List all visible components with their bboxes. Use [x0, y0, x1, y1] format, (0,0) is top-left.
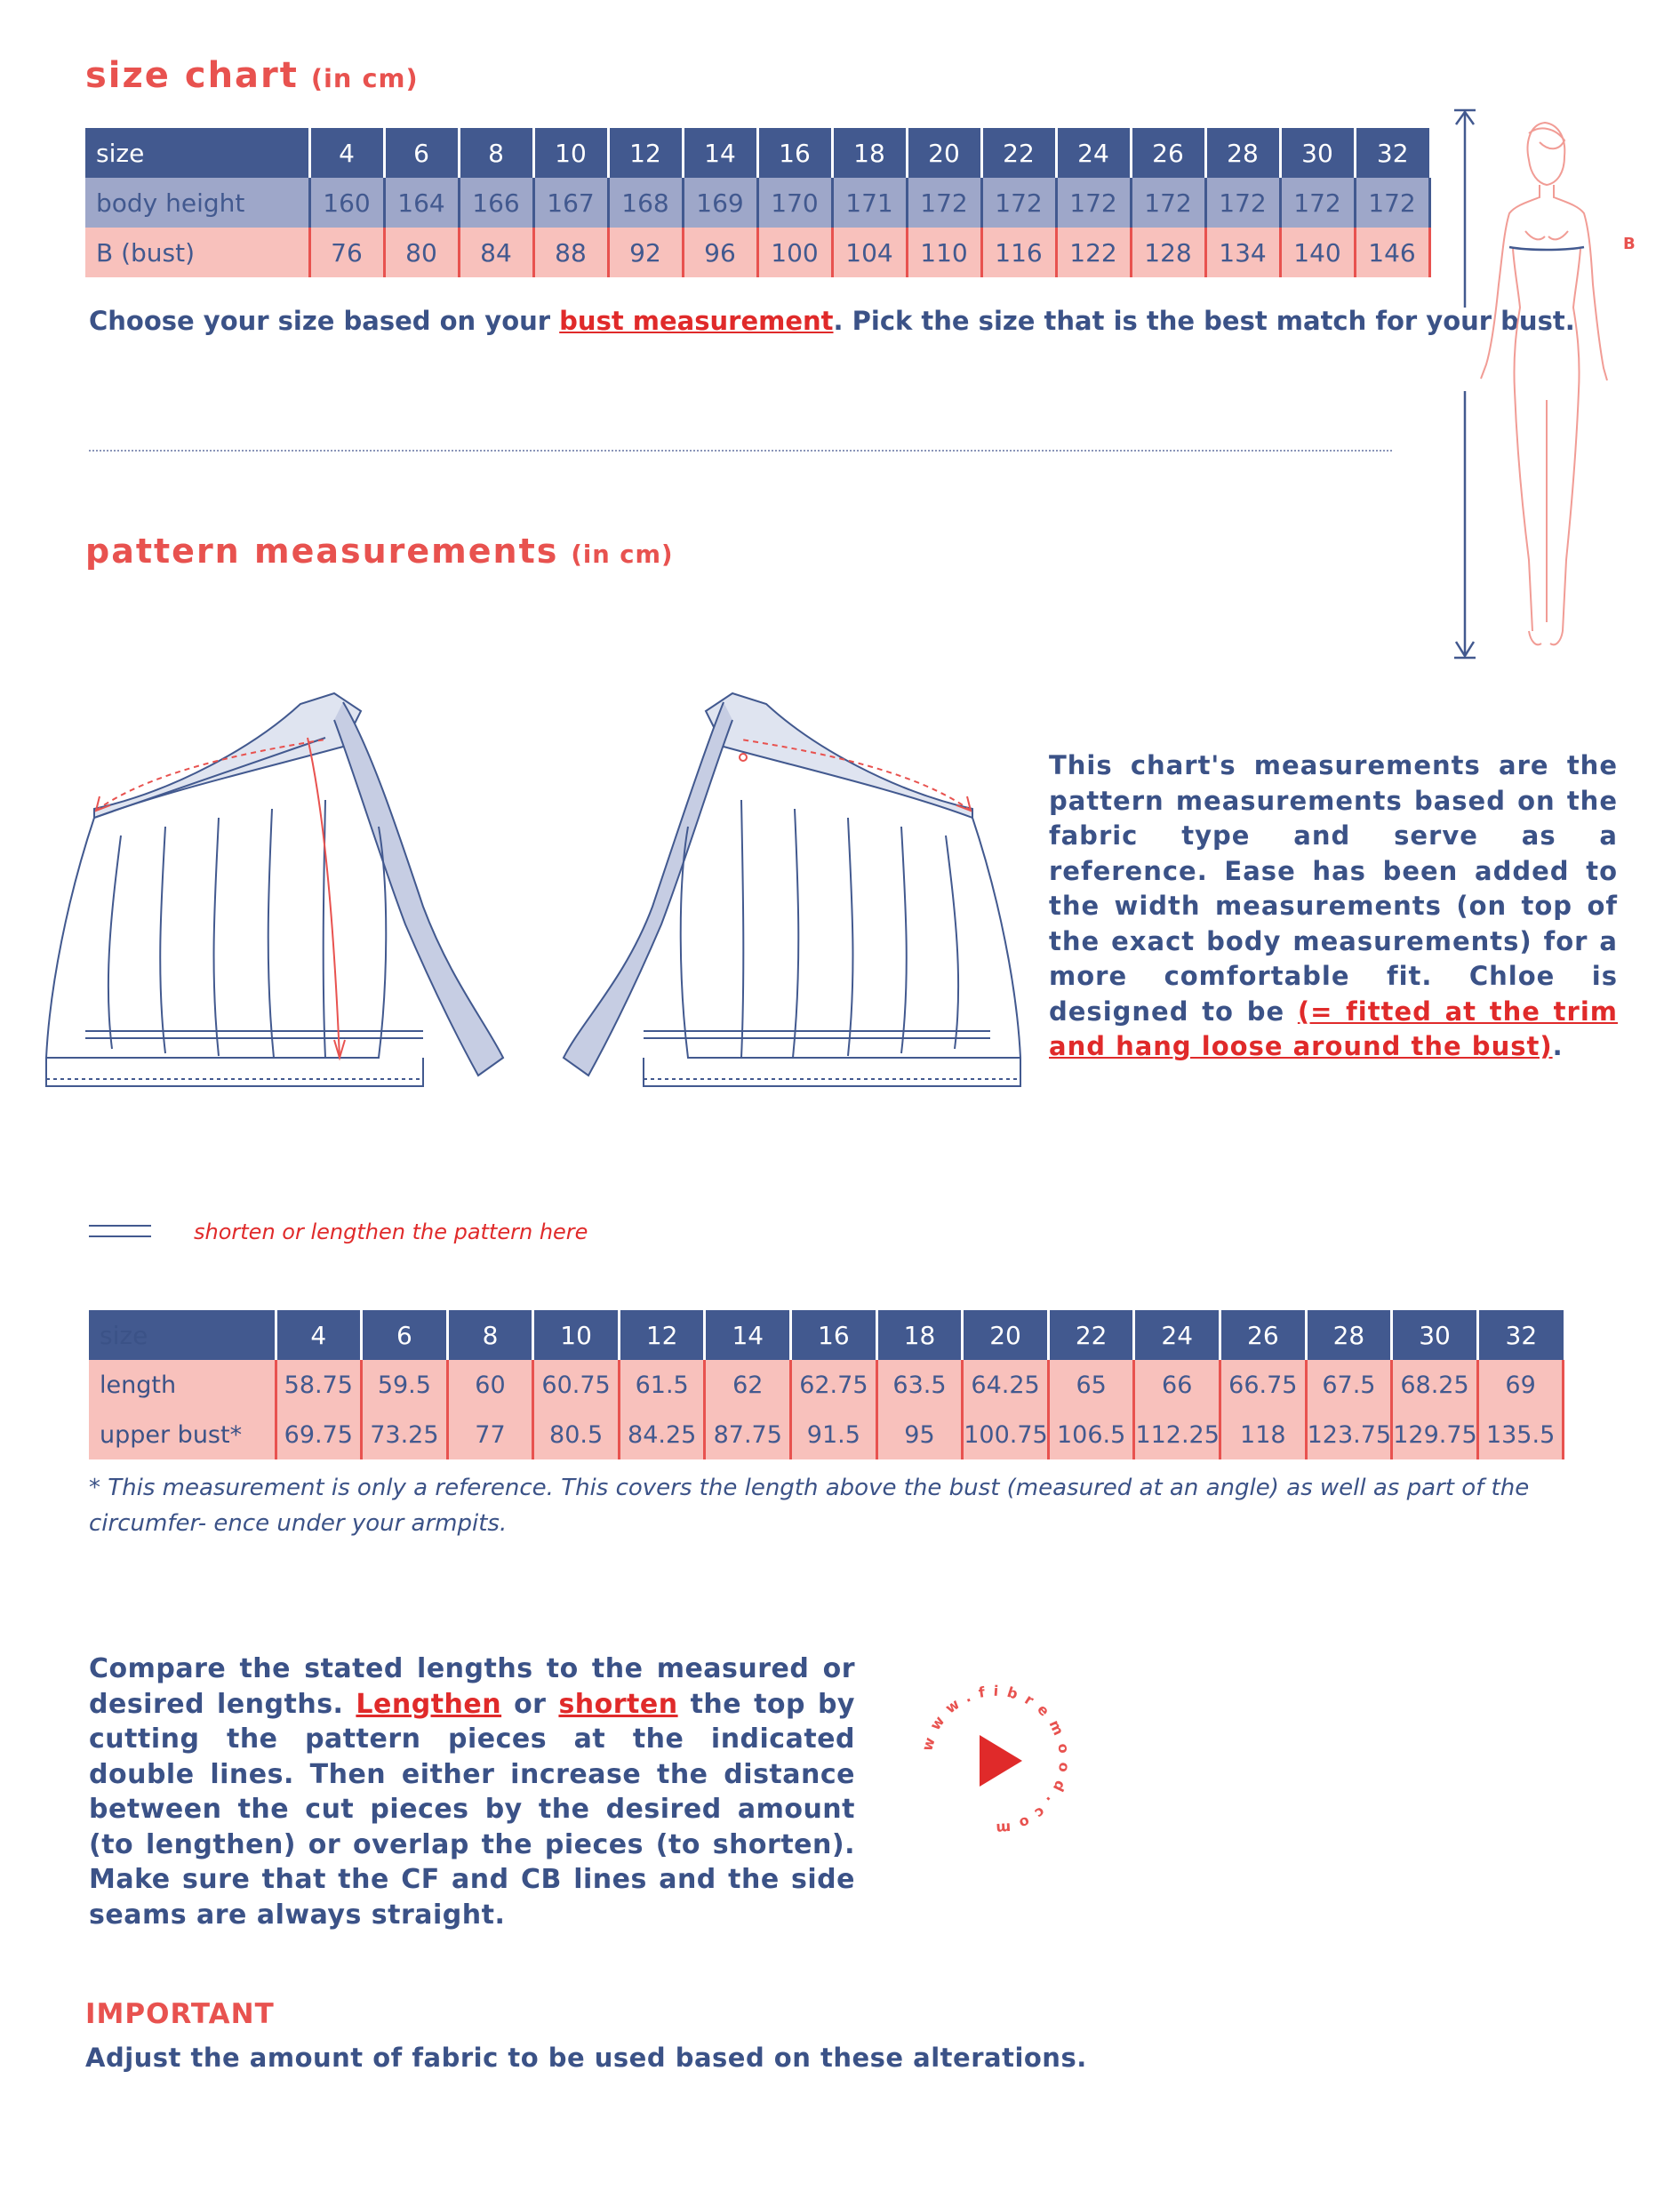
pattern-table-size-6: 6	[362, 1310, 448, 1360]
pattern-table-size-20: 20	[963, 1310, 1049, 1360]
size-chart-size-4: 4	[309, 128, 384, 178]
pattern-table-cell: 66	[1134, 1360, 1220, 1410]
size-chart-cell: 110	[907, 228, 981, 277]
size-chart-size-10: 10	[533, 128, 608, 178]
pattern-table-cell: 66.75	[1220, 1360, 1307, 1410]
pattern-table-cell: 64.25	[963, 1360, 1049, 1410]
size-chart-row-label: body height	[85, 178, 309, 228]
lengthen-link[interactable]: Lengthen	[356, 1688, 502, 1720]
size-chart-cell: 164	[384, 178, 459, 228]
size-instruction-after: . Pick the size that is the best match for your bust.	[833, 306, 1575, 336]
size-chart-cell: 166	[459, 178, 533, 228]
size-chart-header-label: size	[85, 128, 309, 178]
pattern-table-size-16: 16	[791, 1310, 877, 1360]
upper-bust-footnote: * This measurement is only a reference. This covers the length above the bust (measured at an angle) as well as part of the circumfer- ence under your armpits.	[89, 1475, 1530, 1537]
size-chart-cell: 122	[1056, 228, 1131, 277]
pattern-table-size-10: 10	[533, 1310, 620, 1360]
size-chart-cell: 146	[1355, 228, 1429, 277]
size-chart-size-20: 20	[907, 128, 981, 178]
alterations-text	[89, 1651, 855, 1932]
pattern-table-cell: 68.25	[1392, 1360, 1478, 1410]
important-title: IMPORTANT	[85, 1998, 275, 2030]
size-chart-cell: 172	[907, 178, 981, 228]
size-chart-size-26: 26	[1131, 128, 1205, 178]
pattern-table-size-26: 26	[1220, 1310, 1307, 1360]
alterations-text-2: the top by cutting the pattern pieces at the indicated double lines. Then either increase the distance between the cut pieces by the desired amount (to lengthen) or overlap the pieces (to shorten). Make sure that the CF and CB lines and the side seams are always straight.	[89, 1688, 855, 1931]
pattern-table-size-14: 14	[705, 1310, 791, 1360]
size-chart-cell: 140	[1280, 228, 1355, 277]
size-chart-cell: 80	[384, 228, 459, 277]
woman-silhouette	[1481, 123, 1607, 644]
alterations-text-1: Compare the stated lengths to the measured or desired lengths.	[89, 1653, 855, 1720]
pattern-table-cell: 84.25	[619, 1410, 705, 1459]
alterations-or: or	[501, 1688, 559, 1720]
bust-measurement-link[interactable]: bust measurement	[559, 306, 834, 336]
pattern-table-cell: 65	[1048, 1360, 1134, 1410]
fit-description-link[interactable]: (= fitted at the trim and hang loose around the bust)	[1049, 996, 1618, 1061]
pattern-table-cell: 63.5	[876, 1360, 963, 1410]
size-chart-cell: 104	[832, 228, 907, 277]
size-chart-size-14: 14	[683, 128, 757, 178]
garment-front-illustration	[41, 684, 562, 1120]
size-chart-size-6: 6	[384, 128, 459, 178]
pattern-description-text: This chart's measurements are the pattern measurements based on the fabric type and serve as a reference. Ease has been added to the width measurements (on top of the exact body measurements) for a more comfortable fit. Chloe is designed to be	[1049, 750, 1618, 1027]
pattern-measurements-title: pattern measurements	[85, 532, 559, 571]
size-chart-cell: 172	[1131, 178, 1205, 228]
pattern-measurements-table	[89, 1310, 1564, 1459]
size-chart-cell: 172	[1280, 178, 1355, 228]
pattern-table-cell: 73.25	[362, 1410, 448, 1459]
size-chart-cell: 96	[683, 228, 757, 277]
bust-line	[1509, 247, 1584, 250]
pattern-table-cell: 62.75	[791, 1360, 877, 1410]
pattern-table-cell: 106.5	[1048, 1410, 1134, 1459]
video-url-text: www.fibremood.com	[918, 1682, 1074, 1838]
pattern-table-header-row	[89, 1310, 1564, 1360]
size-chart-cell: 88	[533, 228, 608, 277]
pattern-table-cell: 135.5	[1477, 1410, 1564, 1459]
size-chart-cell: 84	[459, 228, 533, 277]
size-chart-size-18: 18	[832, 128, 907, 178]
pattern-description	[1049, 748, 1618, 1065]
double-line-icon	[89, 1225, 151, 1237]
pattern-table-cell: 62	[705, 1360, 791, 1410]
section-divider	[89, 450, 1392, 452]
size-chart-cell: 172	[1355, 178, 1429, 228]
pattern-table-size-18: 18	[876, 1310, 963, 1360]
size-chart-cell: 128	[1131, 228, 1205, 277]
play-icon	[980, 1735, 1022, 1787]
pattern-table-size-4: 4	[276, 1310, 362, 1360]
pattern-table-row-label: upper bust*	[89, 1410, 276, 1459]
pattern-measurements-heading	[85, 532, 674, 571]
pattern-table-cell: 129.75	[1392, 1410, 1478, 1459]
pattern-measurements-unit: (in cm)	[571, 541, 674, 569]
pattern-table-size-28: 28	[1306, 1310, 1392, 1360]
size-chart-cell: 167	[533, 178, 608, 228]
pattern-table-size-22: 22	[1048, 1310, 1134, 1360]
pattern-table-size-24: 24	[1134, 1310, 1220, 1360]
pattern-table-row-label: length	[89, 1360, 276, 1410]
size-chart-cell: 116	[981, 228, 1056, 277]
pattern-table-cell: 60	[447, 1360, 533, 1410]
pattern-table-cell: 77	[447, 1410, 533, 1459]
size-chart-size-22: 22	[981, 128, 1056, 178]
size-chart-cell: 160	[309, 178, 384, 228]
pattern-table-row-length	[89, 1360, 1564, 1410]
size-chart-size-28: 28	[1205, 128, 1280, 178]
size-chart-size-24: 24	[1056, 128, 1131, 178]
size-chart-heading	[85, 55, 419, 96]
size-chart-size-32: 32	[1355, 128, 1429, 178]
pattern-table-cell: 118	[1220, 1410, 1307, 1459]
size-chart-size-16: 16	[757, 128, 832, 178]
pattern-table-cell: 61.5	[619, 1360, 705, 1410]
size-chart-cell: 172	[1056, 178, 1131, 228]
size-chart-cell: 92	[608, 228, 683, 277]
pattern-table-size-30: 30	[1392, 1310, 1478, 1360]
video-play-badge[interactable]	[907, 1671, 1084, 1849]
pattern-table-cell: 60.75	[533, 1360, 620, 1410]
size-chart-table	[85, 128, 1431, 277]
pattern-table-cell: 69.75	[276, 1410, 362, 1459]
bust-label: B	[1623, 235, 1636, 253]
pattern-table-size-8: 8	[447, 1310, 533, 1360]
pattern-table-cell: 80.5	[533, 1410, 620, 1459]
size-chart-cell: 172	[981, 178, 1056, 228]
pattern-table-cell: 59.5	[362, 1360, 448, 1410]
size-chart-row-body-height	[85, 178, 1429, 228]
size-chart-size-12: 12	[608, 128, 683, 178]
height-arrow	[1454, 110, 1476, 658]
pattern-table-size-32: 32	[1477, 1310, 1564, 1360]
pattern-table-size-12: 12	[619, 1310, 705, 1360]
important-text: Adjust the amount of fabric to be used based on these alterations.	[85, 2043, 1087, 2073]
pattern-table-cell: 58.75	[276, 1360, 362, 1410]
size-chart-cell: 169	[683, 178, 757, 228]
size-chart-header-row	[85, 128, 1429, 178]
size-chart-size-8: 8	[459, 128, 533, 178]
size-chart-row-label: B (bust)	[85, 228, 309, 277]
size-instruction-before: Choose your size based on your	[89, 306, 560, 336]
size-chart-cell: 100	[757, 228, 832, 277]
pattern-table-cell: 123.75	[1306, 1410, 1392, 1459]
shorten-link[interactable]: shorten	[558, 1688, 678, 1720]
pattern-description-end: .	[1552, 1031, 1564, 1061]
size-chart-cell: 172	[1205, 178, 1280, 228]
pattern-table-row-upper-bust	[89, 1410, 1564, 1459]
size-chart-cell: 171	[832, 178, 907, 228]
size-chart-row-b-bust	[85, 228, 1429, 277]
pattern-table-cell: 69	[1477, 1360, 1564, 1410]
body-figure-illustration	[1440, 98, 1653, 667]
size-instruction	[89, 306, 1575, 336]
size-chart-size-30: 30	[1280, 128, 1355, 178]
size-chart-cell: 168	[608, 178, 683, 228]
size-chart-unit: (in cm)	[310, 63, 419, 93]
size-chart-cell: 134	[1205, 228, 1280, 277]
pattern-table-cell: 112.25	[1134, 1410, 1220, 1459]
size-chart-cell: 76	[309, 228, 384, 277]
size-chart-title: size chart	[85, 55, 299, 96]
garment-back-illustration	[546, 684, 1026, 1120]
legend-label: shorten or lengthen the pattern here	[194, 1219, 588, 1244]
pattern-table-cell: 87.75	[705, 1410, 791, 1459]
pattern-table-cell: 95	[876, 1410, 963, 1459]
pattern-table-cell: 91.5	[791, 1410, 877, 1459]
pattern-table-header-label: size	[89, 1310, 276, 1360]
pattern-table-cell: 67.5	[1306, 1360, 1392, 1410]
pattern-table-cell: 100.75	[963, 1410, 1049, 1459]
size-chart-cell: 170	[757, 178, 832, 228]
